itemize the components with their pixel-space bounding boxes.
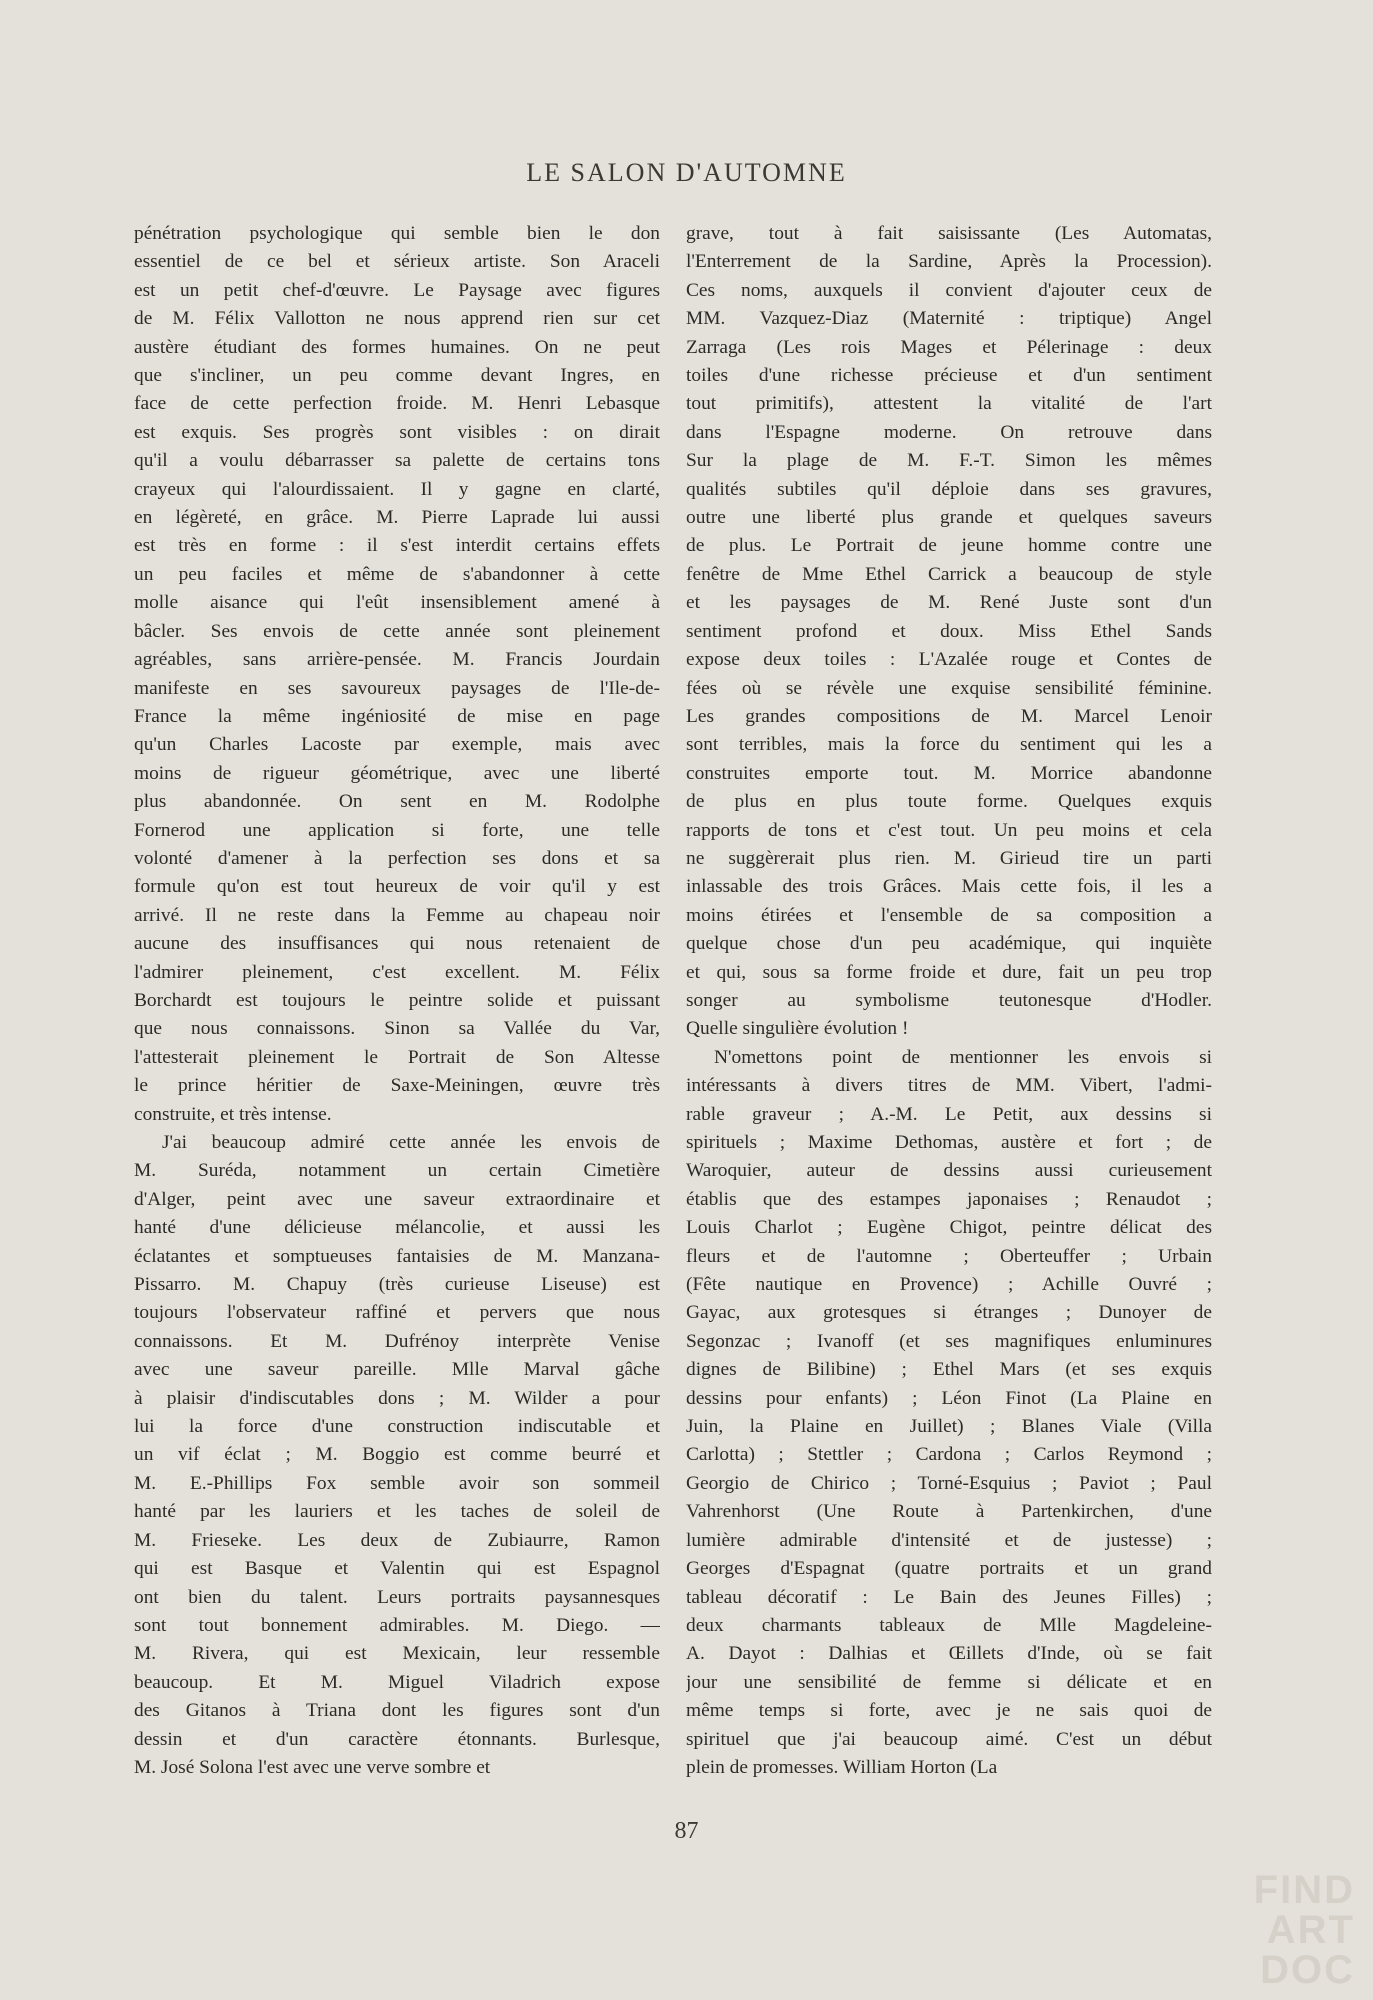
text-line: l'admirer pleinement, c'est excellent. M. Félix — [134, 961, 660, 983]
text-line: dans l'Espagne moderne. On retrouve dans — [686, 421, 1212, 443]
text-line: Georges d'Espagnat (quatre portraits et un grand — [686, 1558, 1212, 1580]
text-column-right — [686, 220, 1212, 1782]
text-line: qui est Basque et Valentin qui est Espagnol — [134, 1558, 660, 1580]
text-line: que nous connaissons. Sinon sa Vallée du Var, — [134, 1018, 660, 1040]
text-line: formule qu'on est tout heureux de voir qu'il y est — [134, 876, 660, 898]
text-line: hanté d'une délicieuse mélancolie, et aussi les — [134, 1217, 660, 1239]
text-line: aucune des insuffisances qui nous retenaient de — [134, 933, 660, 955]
watermark-line: DOC — [1260, 1948, 1355, 1992]
text-line: sont terribles, mais la force du sentiment qui les a — [686, 734, 1212, 756]
text-line: arrivé. Il ne reste dans la Femme au chapeau noir — [134, 904, 660, 926]
text-line: un vif éclat ; M. Boggio est comme beurré et — [134, 1444, 660, 1466]
text-line: est exquis. Ses progrès sont visibles : on dirait — [134, 421, 660, 443]
text-line: même temps si forte, avec je ne sais quoi de — [686, 1700, 1212, 1722]
text-line: ne suggèrerait plus rien. M. Girieud tire un parti — [686, 847, 1212, 869]
text-line: le prince héritier de Saxe-Meiningen, œuvre très — [134, 1075, 660, 1097]
text-line: construites emporte tout. M. Morrice abandonne — [686, 762, 1212, 784]
text-line: plein de promesses. William Horton (La — [686, 1756, 998, 1778]
text-line: face de cette perfection froide. M. Henri Lebasque — [134, 393, 660, 415]
text-line: toiles d'une richesse précieuse et d'un sentiment — [686, 365, 1212, 387]
text-line: rable graveur ; A.-M. Le Petit, aux dessins si — [686, 1103, 1212, 1125]
text-line: Georgio de Chirico ; Torné-Esquius ; Paviot ; Paul — [686, 1472, 1212, 1494]
text-line: spirituel que j'ai beaucoup aimé. C'est un début — [686, 1728, 1212, 1750]
text-line: intéressants à divers titres de MM. Vibert, l'admi- — [686, 1075, 1212, 1097]
text-line: établis que des estampes japonaises ; Renaudot ; — [686, 1188, 1212, 1210]
text-line: Les grandes compositions de M. Marcel Lenoir — [686, 705, 1212, 727]
watermark-line: ART — [1266, 1908, 1355, 1952]
text-line: quelque chose d'un peu académique, qui inquiète — [686, 933, 1212, 955]
text-line: de plus. Le Portrait de jeune homme contre une — [686, 535, 1212, 557]
text-column-left — [134, 220, 660, 1782]
text-line: grave, tout à fait saisissante (Les Automatas, — [686, 223, 1212, 244]
text-line: qu'un Charles Lacoste par exemple, mais avec — [134, 734, 660, 756]
text-line: un peu faciles et même de s'abandonner à cette — [134, 563, 660, 585]
text-line: dignes de Bilibine) ; Ethel Mars (et ses exquis — [686, 1359, 1212, 1381]
text-line: tableau décoratif : Le Bain des Jeunes Filles) ; — [686, 1586, 1212, 1608]
text-line: et qui, sous sa forme froide et dure, fait un peu trop — [686, 961, 1212, 983]
text-line: connaissons. Et M. Dufrénoy interprète Venise — [134, 1330, 660, 1352]
text-line: que s'incliner, un peu comme devant Ingres, en — [134, 365, 660, 387]
text-line: Pissarro. M. Chapuy (très curieuse Liseuse) est — [134, 1274, 660, 1296]
text-line: M. José Solona l'est avec une verve sombre et — [134, 1756, 491, 1778]
text-line: de plus en plus toute forme. Quelques exquis — [686, 791, 1212, 813]
text-line: Louis Charlot ; Eugène Chigot, peintre délicat des — [686, 1217, 1212, 1239]
text-line: avec une saveur pareille. Mlle Marval gâche — [134, 1359, 660, 1381]
text-line: construite, et très intense. — [134, 1103, 332, 1125]
page-number: 87 — [674, 1818, 699, 1844]
text-line: A. Dayot : Dalhias et Œillets d'Inde, où se fait — [686, 1643, 1212, 1665]
text-line: songer au symbolisme teutonesque d'Hodler. — [686, 989, 1212, 1011]
text-line: (Fête nautique en Provence) ; Achille Ouvré ; — [686, 1274, 1212, 1296]
text-line: Zarraga (Les rois Mages et Pélerinage : deux — [686, 336, 1212, 358]
text-line: lui la force d'une construction indiscutable et — [134, 1416, 660, 1438]
text-line: lumière admirable d'intensité et de justesse) ; — [686, 1529, 1212, 1551]
text-line: spirituels ; Maxime Dethomas, austère et fort ; de — [686, 1132, 1212, 1153]
text-line: M. E.-Phillips Fox semble avoir son sommeil — [134, 1472, 660, 1494]
text-line: sentiment profond et doux. Miss Ethel Sands — [686, 620, 1212, 642]
text-line: M. Suréda, notamment un certain Cimetière — [134, 1160, 660, 1182]
text-line: des Gitanos à Triana dont les figures sont d'un — [134, 1700, 660, 1722]
text-line: dessin et d'un caractère étonnants. Burlesque, — [134, 1728, 660, 1750]
text-line: ont bien du talent. Leurs portraits paysannesques — [134, 1586, 660, 1608]
text-line: moins de rigueur géométrique, avec une liberté — [134, 762, 660, 784]
text-line: Segonzac ; Ivanoff (et ses magnifiques enluminures — [686, 1330, 1212, 1352]
text-line: Borchardt est toujours le peintre solide et puissant — [134, 989, 660, 1011]
text-line: fenêtre de Mme Ethel Carrick a beaucoup de style — [686, 563, 1212, 585]
text-line: austère étudiant des formes humaines. On ne peut — [134, 336, 660, 358]
text-line: toujours l'observateur raffiné et pervers que nous — [134, 1302, 660, 1324]
text-line: France la même ingéniosité de mise en page — [134, 705, 660, 727]
text-line: beaucoup. Et M. Miguel Viladrich expose — [134, 1671, 660, 1693]
text-line: l'attesterait pleinement le Portrait de Son Altesse — [134, 1046, 660, 1068]
running-header: LE SALON D'AUTOMNE — [526, 158, 847, 187]
text-line: jour une sensibilité de femme si délicate et en — [686, 1671, 1212, 1693]
text-line: de M. Félix Vallotton ne nous apprend rien sur cet — [134, 308, 660, 330]
text-line: en légèreté, en grâce. M. Pierre Laprade lui aussi — [134, 507, 660, 529]
text-line: outre une liberté plus grande et quelques saveurs — [686, 507, 1212, 529]
text-line: agréables, sans arrière-pensée. M. Francis Jourdain — [134, 649, 660, 671]
watermark-logo — [1254, 1870, 1355, 1990]
text-line: l'Enterrement de la Sardine, Après la Procession). — [686, 251, 1212, 273]
text-line: fleurs et de l'automne ; Oberteuffer ; Urbain — [686, 1245, 1212, 1267]
text-line: dessins pour enfants) ; Léon Finot (La Plaine en — [686, 1387, 1212, 1409]
text-line: Sur la plage de M. F.-T. Simon les mêmes — [686, 450, 1212, 472]
text-line: Vahrenhorst (Une Route à Partenkirchen, d'une — [686, 1501, 1212, 1523]
text-line: deux charmants tableaux de Mlle Magdeleine- — [686, 1614, 1212, 1636]
text-line: Ces noms, auxquels il convient d'ajouter ceux de — [686, 279, 1212, 301]
text-line: Carlotta) ; Stettler ; Cardona ; Carlos Reymond ; — [686, 1444, 1212, 1466]
text-line: expose deux toiles : L'Azalée rouge et Contes de — [686, 649, 1212, 671]
text-line: J'ai beaucoup admiré cette année les envois de — [162, 1132, 660, 1153]
text-line: Fornerod une application si forte, une telle — [134, 819, 660, 841]
text-line: bâcler. Ses envois de cette année sont pleinement — [134, 620, 660, 642]
text-line: MM. Vazquez-Diaz (Maternité : triptique) Angel — [686, 308, 1212, 330]
text-line: Juin, la Plaine en Juillet) ; Blanes Viale (Villa — [686, 1416, 1212, 1438]
watermark-line: FIND — [1253, 1868, 1355, 1912]
text-line: qu'il a voulu débarrasser sa palette de certains tons — [134, 450, 660, 472]
text-line: d'Alger, peint avec une saveur extraordinaire et — [134, 1188, 660, 1210]
text-line: rapports de tons et c'est tout. Un peu moins et cela — [686, 819, 1212, 841]
text-line: à plaisir d'indiscutables dons ; M. Wilder a pour — [134, 1387, 660, 1409]
text-line: pénétration psychologique qui semble bien le don — [134, 223, 660, 244]
text-line: sont tout bonnement admirables. M. Diego. — — [134, 1614, 660, 1636]
text-line: M. Frieseke. Les deux de Zubiaurre, Ramon — [134, 1529, 660, 1551]
text-line: inlassable des trois Grâces. Mais cette fois, il les a — [686, 876, 1212, 898]
text-line: hanté par les lauriers et les taches de soleil de — [134, 1501, 660, 1523]
text-line: molle aisance qui l'eût insensiblement amené à — [134, 592, 660, 614]
text-line: éclatantes et somptueuses fantaisies de M. Manzana- — [134, 1245, 660, 1267]
text-line: et les paysages de M. René Juste sont d'un — [686, 592, 1212, 614]
text-line: N'omettons point de mentionner les envois si — [714, 1046, 1212, 1068]
text-line: essentiel de ce bel et sérieux artiste. Son Araceli — [134, 251, 660, 273]
text-line: crayeux qui l'alourdissaient. Il y gagne en clarté, — [134, 478, 660, 500]
text-line: moins étirées et l'ensemble de sa composition a — [686, 904, 1212, 926]
text-line: qualités subtiles qu'il déploie dans ses gravures, — [686, 478, 1212, 500]
text-line: tout primitifs), attestent la vitalité de l'art — [686, 393, 1212, 415]
text-line: Waroquier, auteur de dessins aussi curieusement — [686, 1160, 1212, 1182]
text-line: est un petit chef-d'œuvre. Le Paysage avec figures — [134, 279, 660, 301]
text-line: fées où se révèle une exquise sensibilité féminine. — [686, 677, 1212, 699]
text-line: manifeste en ses savoureux paysages de l'Ile-de- — [134, 677, 660, 699]
text-line: Gayac, aux grotesques si étranges ; Dunoyer de — [686, 1302, 1212, 1324]
text-line: volonté d'amener à la perfection ses dons et sa — [134, 847, 660, 869]
text-line: M. Rivera, qui est Mexicain, leur ressemble — [134, 1643, 660, 1665]
text-line: est très en forme : il s'est interdit certains effets — [134, 535, 660, 557]
text-line: Quelle singulière évolution ! — [686, 1018, 909, 1040]
text-line: plus abandonnée. On sent en M. Rodolphe — [134, 791, 660, 813]
